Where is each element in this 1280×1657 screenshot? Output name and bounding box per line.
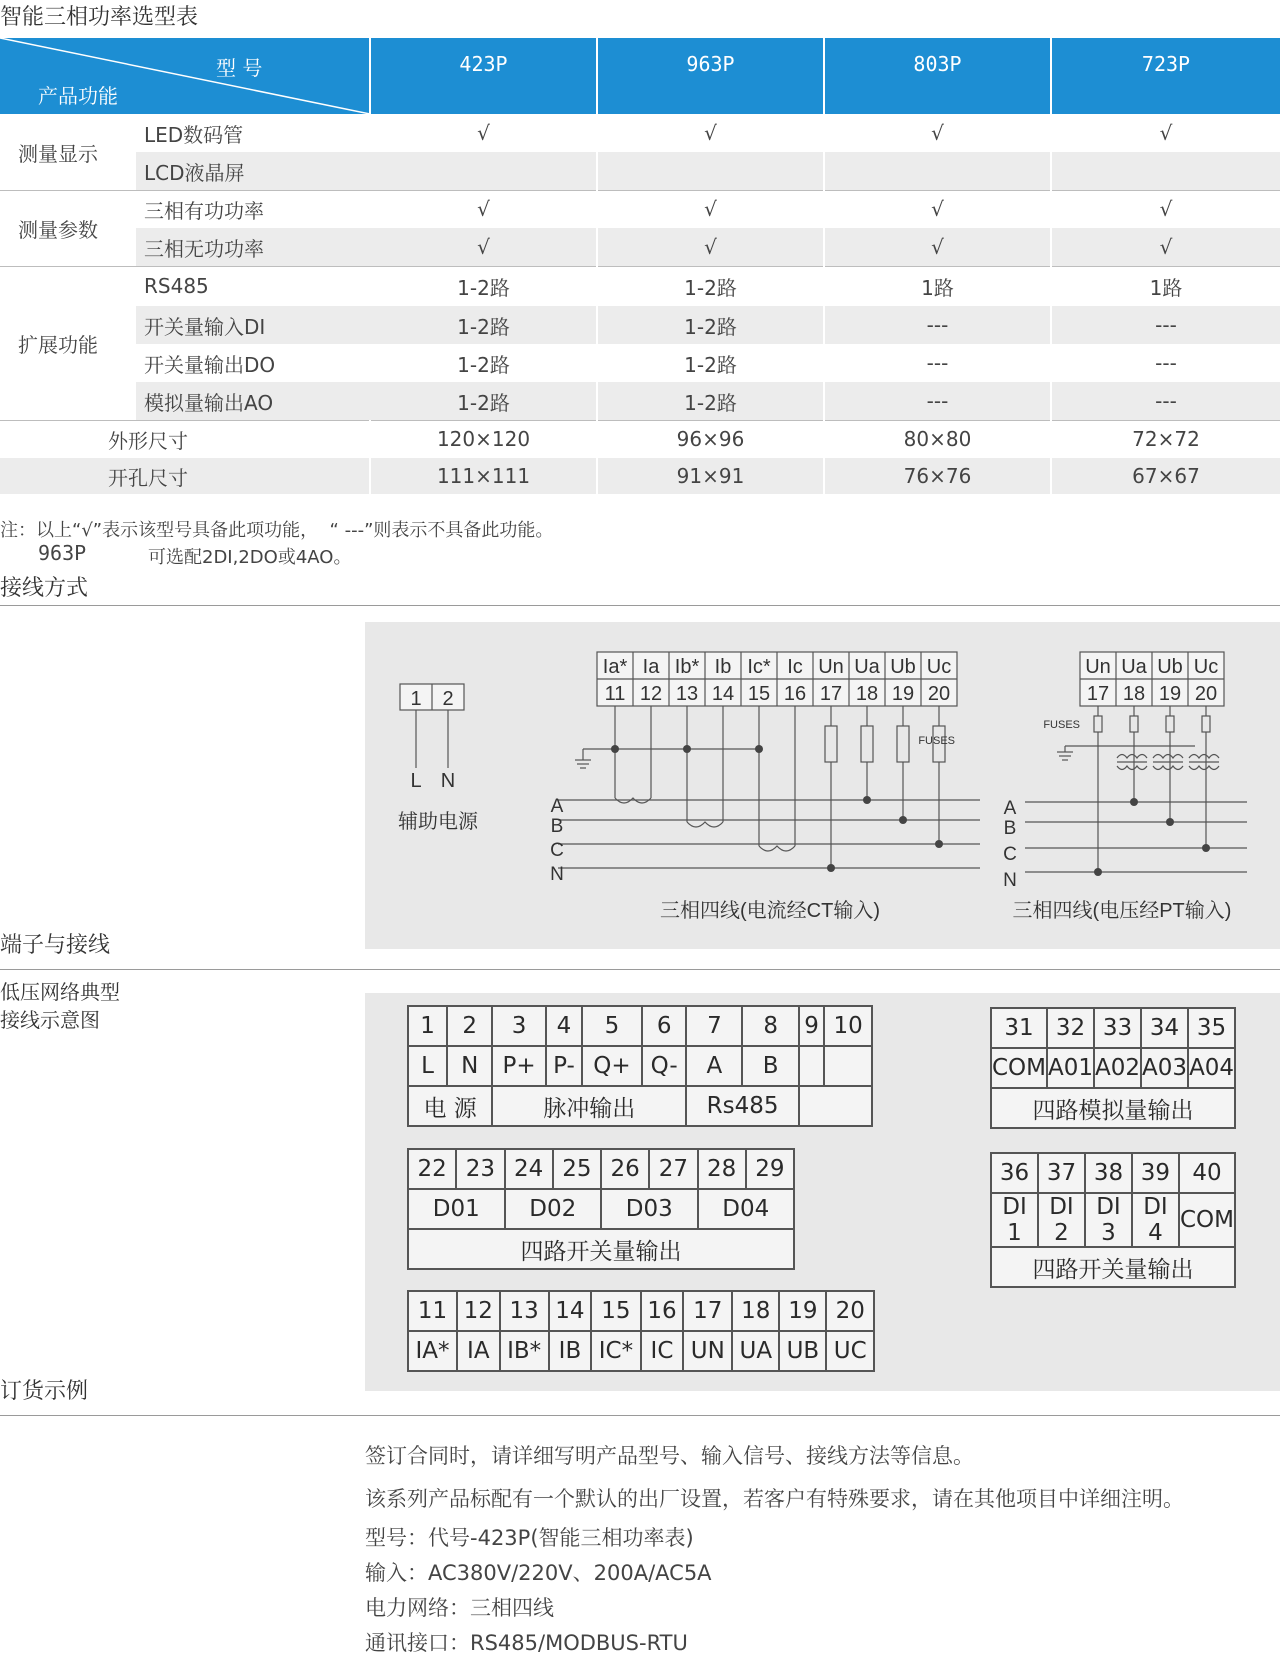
terminal-name: A <box>686 1046 742 1086</box>
terminal-name: UN <box>683 1331 732 1371</box>
phase-label: C <box>550 840 564 861</box>
terminal-name: UC <box>826 1331 874 1371</box>
model-803p: 803P <box>913 52 962 76</box>
table-cell: --- <box>926 313 949 337</box>
order-line: 通讯接口：RS485/MODBUS-RTU <box>365 1631 688 1655</box>
terminal-number: 2 <box>447 1006 492 1046</box>
aux-power-label: 辅助电源 <box>398 811 478 833</box>
phase-label: A <box>1003 798 1017 819</box>
ct-terminal-name: Un <box>818 656 844 678</box>
pt-caption: 三相四线(电压经PT输入) <box>1012 900 1232 922</box>
table-cell: √ <box>477 121 490 145</box>
table-row <box>0 344 1280 382</box>
table-cell: √ <box>704 121 717 145</box>
terminal-name: COM <box>1179 1193 1235 1247</box>
table-cell: 1-2路 <box>684 352 737 377</box>
table-cell: 1-2路 <box>457 352 510 377</box>
pt-terminal-name: Ua <box>1121 656 1147 678</box>
phase-label: B <box>1003 818 1017 839</box>
ct-terminal-name: Uc <box>926 656 952 678</box>
pt-terminal-name: Ub <box>1157 656 1183 678</box>
ct-terminal-name: Ub <box>890 656 916 678</box>
table-cell: 1路 <box>1149 275 1183 300</box>
terminal-table-2 <box>407 1148 795 1270</box>
terminal-number: 5 <box>582 1006 642 1046</box>
terminal-name: P- <box>546 1046 582 1086</box>
row-label: 模拟量输出AO <box>144 390 274 415</box>
dimension-cell: 67×67 <box>1132 464 1200 488</box>
model-423p: 423P <box>459 52 508 76</box>
group-power: 电 源 <box>408 1086 492 1126</box>
wiring-title: 接线方式 <box>0 576 89 601</box>
group-label: 测量参数 <box>18 217 98 242</box>
dimension-cell: 96×96 <box>676 427 745 451</box>
terminal-name: A04 <box>1188 1048 1235 1088</box>
terminal-name: IC <box>641 1331 684 1371</box>
terminal-number: 10 <box>824 1006 872 1046</box>
table-row <box>0 114 1280 152</box>
table-cell: √ <box>1159 121 1173 145</box>
phase-label: N <box>550 864 564 885</box>
note-option: 可选配2DI,2DO或4AO。 <box>148 547 352 568</box>
dimension-row <box>0 458 1280 494</box>
terminal-name: A02 <box>1094 1048 1141 1088</box>
terminal-number: 8 <box>742 1006 798 1046</box>
table-cell <box>825 152 1050 190</box>
table-row <box>0 152 1280 190</box>
dimension-label: 外形尺寸 <box>108 428 188 453</box>
ct-terminal-name: Ib <box>714 656 732 678</box>
table-row <box>0 266 1280 306</box>
terminal-number: 40 <box>1179 1153 1235 1193</box>
fuses-label: FUSES <box>918 735 955 747</box>
row-label: 开关量输入DI <box>144 314 266 339</box>
terminal-number: 1 <box>408 1006 447 1046</box>
pt-terminal-number: 20 <box>1194 683 1218 705</box>
row-label: 三相无功功率 <box>144 236 264 261</box>
ct-terminal-number: 17 <box>819 683 843 705</box>
terminal-number: 7 <box>686 1006 742 1046</box>
ct-terminal-number: 16 <box>783 683 807 705</box>
terminal-number: 27 <box>649 1149 697 1189</box>
header-function-label: 产品功能 <box>38 84 118 108</box>
table-cell: 1-2路 <box>457 275 510 300</box>
table-cell: 1-2路 <box>684 314 737 339</box>
group-empty <box>799 1086 872 1126</box>
phase-label: B <box>550 816 564 837</box>
terminal-number: 22 <box>408 1149 456 1189</box>
terminal-name: Q+ <box>582 1046 642 1086</box>
terminal-number: 13 <box>500 1291 549 1331</box>
table-cell <box>1052 152 1280 190</box>
terminal-number: 15 <box>591 1291 640 1331</box>
aux-terminal-letter: N <box>440 770 456 792</box>
wiring-diagram <box>365 622 1280 949</box>
terminal-table-3 <box>407 1290 875 1372</box>
ct-terminal-number: 11 <box>604 683 626 705</box>
terminal-number: 34 <box>1141 1008 1188 1048</box>
terminal-name: N <box>447 1046 492 1086</box>
table-cell: √ <box>477 235 490 259</box>
group-pulse: 脉冲输出 <box>492 1086 686 1126</box>
terminal-name <box>799 1046 824 1086</box>
table-cell: 1-2路 <box>684 390 737 415</box>
ct-terminal-number: 19 <box>891 683 915 705</box>
terminal-name: IB* <box>500 1331 549 1371</box>
table-cell: --- <box>1155 351 1177 375</box>
group-di: 四路开关量输出 <box>991 1247 1235 1287</box>
fuses-label: FUSES <box>1043 719 1080 731</box>
ct-terminal-name: Ua <box>854 656 880 678</box>
table-cell: √ <box>477 197 490 221</box>
order-title: 订货示例 <box>0 1379 89 1404</box>
aux-terminal-number: 2 <box>442 688 454 710</box>
table-cell: --- <box>926 389 949 413</box>
terminal-number: 11 <box>408 1291 457 1331</box>
terminal-number: 25 <box>553 1149 601 1189</box>
terminal-number: 29 <box>746 1149 794 1189</box>
terminal-name: UA <box>732 1331 779 1371</box>
terminal-name: DI 2 <box>1038 1193 1085 1247</box>
ct-terminal-name: Ia* <box>602 656 628 678</box>
ct-terminal-number: 12 <box>639 683 663 705</box>
table-row <box>0 382 1280 420</box>
ct-terminal-number: 14 <box>711 683 735 705</box>
order-line: 输入：AC380V/220V、200A/AC5A <box>365 1561 712 1585</box>
ct-terminal-number: 15 <box>747 683 771 705</box>
table-cell: √ <box>1159 197 1173 221</box>
terminal-number: 9 <box>799 1006 824 1046</box>
terminal-name: A01 <box>1047 1048 1094 1088</box>
terminal-number: 4 <box>546 1006 582 1046</box>
terminals-subtitle-1: 低压网络典型 <box>0 980 120 1004</box>
table-cell: --- <box>926 351 949 375</box>
table-cell: √ <box>1159 235 1173 259</box>
terminal-name: IB <box>549 1331 592 1371</box>
order-line: 型号：代号-423P(智能三相功率表) <box>365 1526 694 1550</box>
terminal-number: 17 <box>683 1291 732 1331</box>
terminal-number: 28 <box>698 1149 746 1189</box>
terminal-number: 3 <box>492 1006 546 1046</box>
row-label: LED数码管 <box>144 122 244 147</box>
divider <box>0 605 1280 606</box>
table-header <box>0 38 1280 114</box>
terminal-number: 23 <box>456 1149 504 1189</box>
terminal-number: 6 <box>642 1006 686 1046</box>
table-cell: 1-2路 <box>457 390 510 415</box>
group-rs485: Rs485 <box>686 1086 799 1126</box>
terminals-title: 端子与接线 <box>0 933 111 958</box>
group-do: 四路开关量输出 <box>408 1229 794 1269</box>
table-cell: 1-2路 <box>684 275 737 300</box>
ct-terminal-name: Ic <box>787 656 803 678</box>
group-label: 扩展功能 <box>18 332 98 357</box>
table-row <box>0 228 1280 266</box>
table-cell <box>598 152 823 190</box>
table-cell: --- <box>1155 313 1177 337</box>
divider <box>0 1415 1280 1416</box>
pt-terminal-number: 18 <box>1122 683 1146 705</box>
ct-terminal-name: Ic* <box>747 656 771 678</box>
terminal-number: 12 <box>457 1291 500 1331</box>
pt-terminal-name: Uc <box>1193 656 1219 678</box>
row-label: 三相有功功率 <box>144 198 264 223</box>
terminal-name: P+ <box>492 1046 546 1086</box>
terminal-name: B <box>742 1046 798 1086</box>
terminal-name: L <box>408 1046 447 1086</box>
table-cell <box>371 152 596 190</box>
phase-label: C <box>1003 844 1017 865</box>
group-ao: 四路模拟量输出 <box>991 1088 1235 1128</box>
wiring-diagram-panel <box>365 622 1280 949</box>
terminal-name: IC* <box>591 1331 640 1371</box>
dimension-cell: 91×91 <box>676 464 745 488</box>
row-label: RS485 <box>144 274 209 298</box>
terminal-number: 26 <box>601 1149 649 1189</box>
divider <box>0 969 1280 970</box>
table-row <box>0 190 1280 228</box>
terminal-number: 24 <box>505 1149 553 1189</box>
terminal-name: A03 <box>1141 1048 1188 1088</box>
table-cell: √ <box>704 197 717 221</box>
terminal-number: 38 <box>1085 1153 1132 1193</box>
phase-label: N <box>1003 870 1017 891</box>
terminal-name <box>824 1046 872 1086</box>
model-723p: 723P <box>1141 52 1191 76</box>
ct-terminal-name: Ib* <box>674 656 700 678</box>
dimension-label: 开孔尺寸 <box>108 465 188 490</box>
selection-title: 智能三相功率选型表 <box>0 5 199 30</box>
terminal-table-5 <box>990 1152 1236 1288</box>
note-line: 注：以上“√”表示该型号具备此项功能， “ ---”则表示不具备此功能。 <box>0 520 554 541</box>
terminals-subtitle-2: 接线示意图 <box>0 1008 100 1032</box>
terminal-name: IA <box>457 1331 500 1371</box>
terminal-name: IA* <box>408 1331 457 1371</box>
model-963p: 963P <box>686 52 735 76</box>
dimension-cell: 120×120 <box>436 427 531 451</box>
order-line: 该系列产品标配有一个默认的出厂设置，若客户有特殊要求，请在其他项目中详细注明。 <box>365 1487 1184 1511</box>
terminal-number: 39 <box>1132 1153 1179 1193</box>
terminal-number: 16 <box>641 1291 684 1331</box>
aux-terminal-number: 1 <box>410 688 422 710</box>
terminal-number: 31 <box>991 1008 1047 1048</box>
terminal-name: DI 4 <box>1132 1193 1179 1247</box>
order-line: 签订合同时，请详细写明产品型号、输入信号、接线方法等信息。 <box>365 1444 974 1468</box>
terminal-name: D03 <box>601 1189 698 1229</box>
dimension-cell: 76×76 <box>903 464 972 488</box>
terminal-number: 18 <box>732 1291 779 1331</box>
order-line: 电力网络：三相四线 <box>365 1596 554 1620</box>
note-model: 963P <box>38 541 87 565</box>
terminal-number: 19 <box>779 1291 826 1331</box>
phase-label: A <box>550 796 564 817</box>
terminal-name: COM <box>991 1048 1047 1088</box>
terminal-name: Q- <box>642 1046 686 1086</box>
dimension-cell: 80×80 <box>903 427 972 451</box>
pt-terminal-number: 17 <box>1086 683 1110 705</box>
terminal-name: UB <box>779 1331 826 1371</box>
table-row <box>0 306 1280 344</box>
terminal-table-1 <box>407 1005 873 1127</box>
ct-terminal-number: 18 <box>855 683 879 705</box>
table-cell: √ <box>931 197 944 221</box>
table-cell: √ <box>704 235 717 259</box>
terminal-number: 14 <box>549 1291 592 1331</box>
terminal-name: D02 <box>505 1189 602 1229</box>
dimension-row <box>0 420 1280 458</box>
ct-terminal-number: 13 <box>675 683 699 705</box>
terminal-name: DI 1 <box>991 1193 1038 1247</box>
terminal-panel <box>365 993 1280 1391</box>
group-label: 测量显示 <box>18 141 98 166</box>
aux-terminal-letter: L <box>410 770 422 792</box>
dimension-cell: 72×72 <box>1132 427 1200 451</box>
row-label: 开关量输出DO <box>144 352 276 377</box>
pt-terminal-number: 19 <box>1158 683 1182 705</box>
table-cell: √ <box>931 235 944 259</box>
terminal-number: 20 <box>826 1291 874 1331</box>
terminal-name: DI 3 <box>1085 1193 1132 1247</box>
ct-terminal-number: 20 <box>927 683 951 705</box>
pt-terminal-name: Un <box>1085 656 1111 678</box>
terminal-number: 37 <box>1038 1153 1085 1193</box>
terminal-number: 36 <box>991 1153 1038 1193</box>
table-cell: √ <box>931 121 944 145</box>
ct-caption: 三相四线(电流经CT输入) <box>660 900 880 922</box>
terminal-name: D04 <box>698 1189 795 1229</box>
header-model-label: 型 号 <box>216 56 263 80</box>
terminal-number: 32 <box>1047 1008 1094 1048</box>
table-cell: 1-2路 <box>457 314 510 339</box>
terminal-name: D01 <box>408 1189 505 1229</box>
terminal-table-4 <box>990 1007 1236 1129</box>
terminal-number: 35 <box>1188 1008 1235 1048</box>
terminal-number: 33 <box>1094 1008 1141 1048</box>
ct-terminal-name: Ia <box>642 656 660 678</box>
dimension-cell: 111×111 <box>436 464 531 488</box>
table-cell: --- <box>1155 389 1177 413</box>
row-label: LCD液晶屏 <box>144 160 245 185</box>
table-cell: 1路 <box>921 275 954 300</box>
